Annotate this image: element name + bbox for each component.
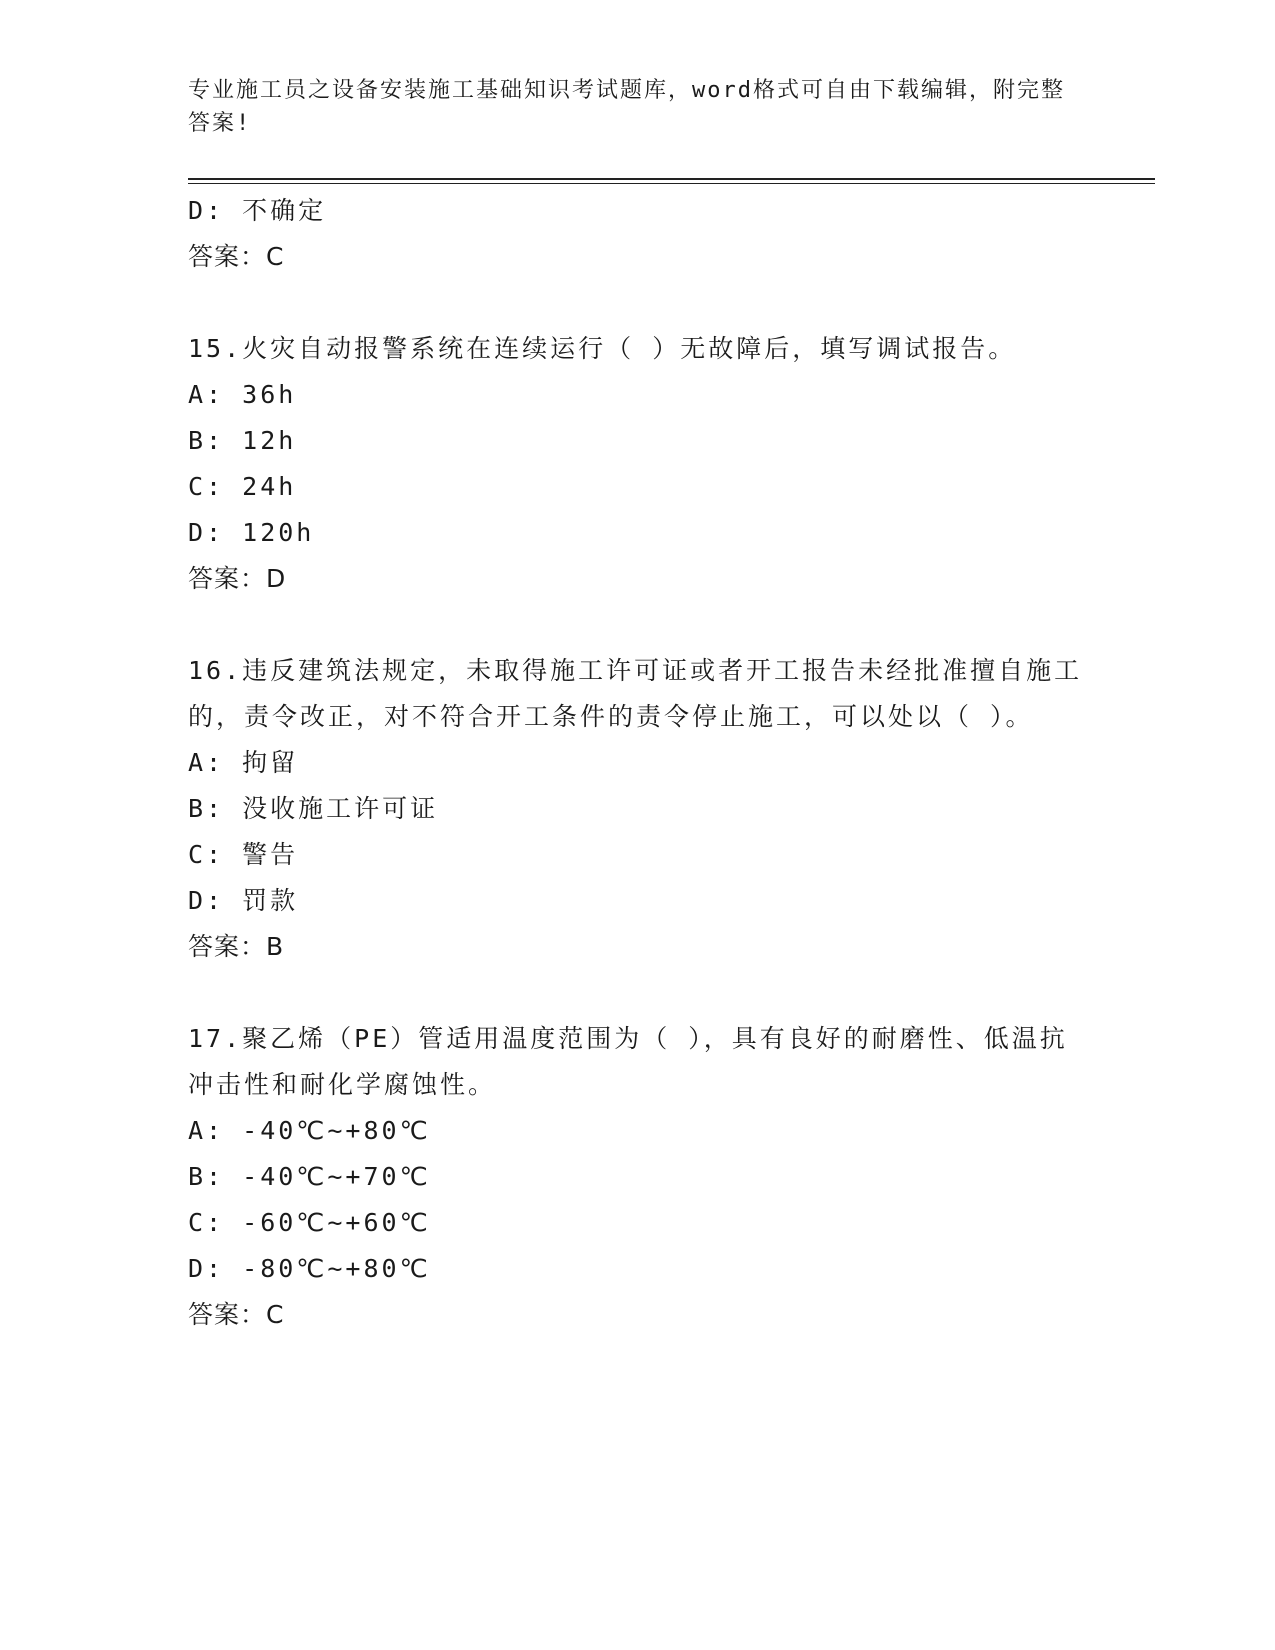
question-stem: 16.违反建筑法规定，未取得施工许可证或者开工报告未经批准擅自施工的，责令改正，对不符合开工条件的责令停止施工，可以处以（ ）。	[188, 656, 1083, 731]
option-d: D: 不确定	[188, 196, 327, 225]
answer-line: 答案：B	[188, 932, 285, 961]
header-rule-thick	[188, 178, 1155, 180]
option-d: D: 罚款	[188, 886, 299, 915]
answer-line: 答案：C	[188, 1300, 285, 1329]
question-stem: 15.火灾自动报警系统在连续运行（ ）无故障后，填写调试报告。	[188, 334, 1017, 363]
question-content	[188, 188, 1088, 1338]
spacer	[188, 602, 1088, 648]
answer-line: 答案：D	[188, 564, 287, 593]
spacer	[188, 970, 1088, 1016]
option-a: A: 36h	[188, 380, 297, 409]
option-c: C: -60℃~+60℃	[188, 1208, 431, 1237]
option-c: C: 警告	[188, 840, 299, 869]
option-b: B: 12h	[188, 426, 297, 455]
answer-line: 答案：C	[188, 242, 285, 271]
option-b: B: 没收施工许可证	[188, 794, 439, 823]
question-stem: 17.聚乙烯（PE）管适用温度范围为（ ），具有良好的耐磨性、低温抗冲击性和耐化学腐蚀性。	[188, 1024, 1068, 1099]
option-a: A: -40℃~+80℃	[188, 1116, 431, 1145]
option-b: B: -40℃~+70℃	[188, 1162, 431, 1191]
option-d: D: 120h	[188, 518, 315, 547]
spacer	[188, 280, 1088, 326]
document-header: 专业施工员之设备安装施工基础知识考试题库，word格式可自由下载编辑，附完整答案!	[188, 78, 1065, 136]
header-rule-thin	[188, 183, 1155, 184]
option-d: D: -80℃~+80℃	[188, 1254, 431, 1283]
option-a: A: 拘留	[188, 748, 299, 777]
option-c: C: 24h	[188, 472, 297, 501]
